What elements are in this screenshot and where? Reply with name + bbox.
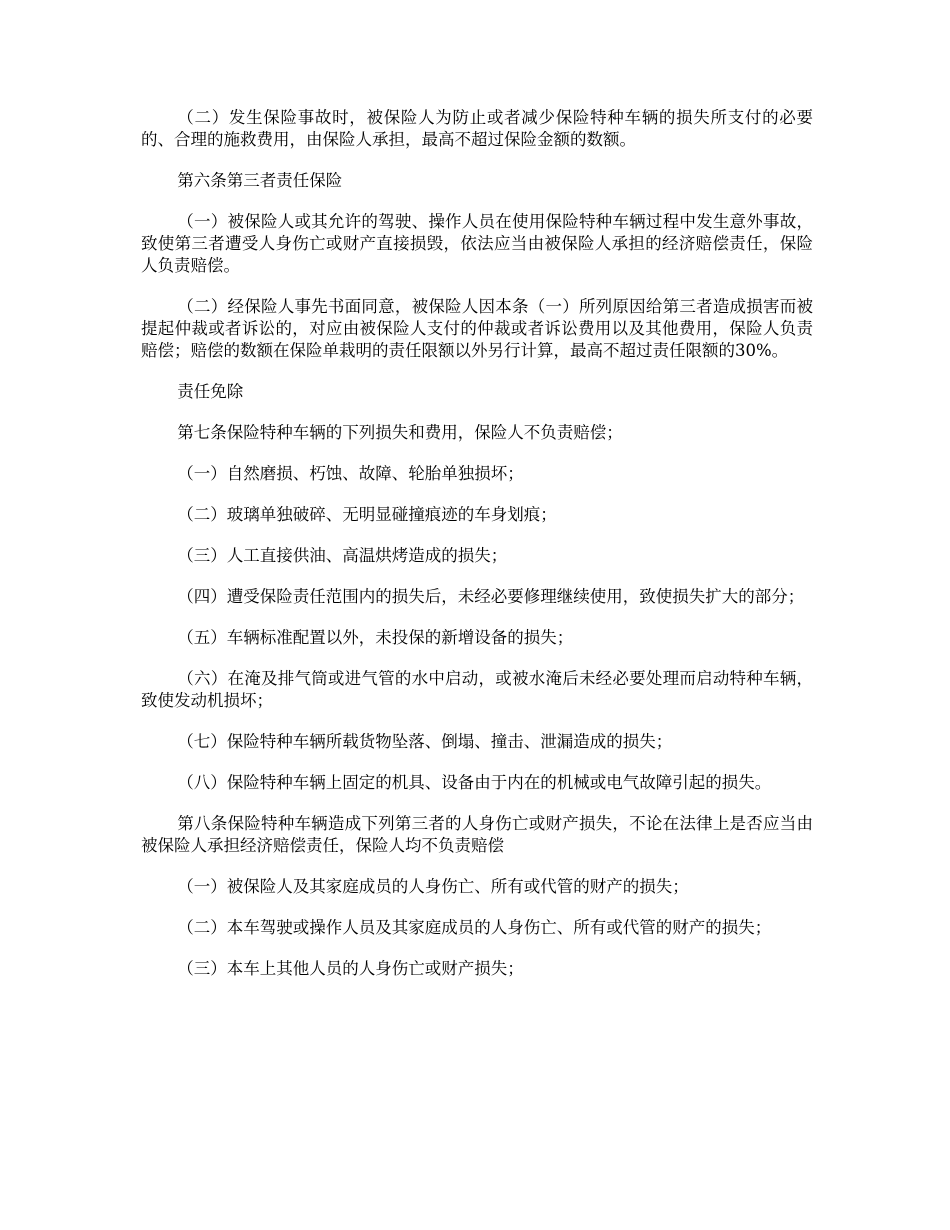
list-item: （八）保险特种车辆上固定的机具、设备由于内在的机械或电气故障引起的损失。 [177,773,772,792]
list-item: （六）在淹及排气筒或进气管的水中启动，或被水淹后未经必要处理而启动特种车辆，致使发动机损坏； [141,669,813,710]
paragraph: （二）发生保险事故时，被保险人为防止或者减少保险特种车辆的损失所支付的必要的、合理的施救费用，由保险人承担，最高不超过保险金额的数额。 [141,108,813,149]
list-item: （一）自然磨损、朽蚀、故障、轮胎单独损坏； [177,464,524,483]
list-item: （二）玻璃单独破碎、无明显碰撞痕迹的车身划痕； [177,505,557,524]
section-heading: 责任免除 [177,382,244,401]
list-item: （七）保险特种车辆所载货物坠落、倒塌、撞击、泄漏造成的损失； [177,732,673,751]
paragraph: （一）被保险人或其允许的驾驶、操作人员在使用保险特种车辆过程中发生意外事故，致使第三者遭受人身伤亡或财产直接损毁，依法应当由被保险人承担的经济赔偿责任，保险人负责赔偿。 [141,212,813,275]
paragraph: 第八条保险特种车辆造成下列第三者的人身伤亡或财产损失，不论在法律上是否应当由被保险人承担经济赔偿责任，保险人均不负责赔偿 [141,814,813,855]
section-heading: 第六条第三者责任保险 [177,171,343,190]
list-item: （五）车辆标准配置以外，未投保的新增设备的损失； [177,628,574,647]
list-item: （二）本车驾驶或操作人员及其家庭成员的人身伤亡、所有或代管的财产的损失； [177,918,772,937]
paragraph: （二）经保险人事先书面同意，被保险人因本条（一）所列原因给第三者造成损害而被提起仲裁或者诉讼的，对应由被保险人支付的仲裁或者诉讼费用以及其他费用，保险人负责赔偿；赔偿的数额在保险单栽明的责任限额以外另行计算，最高不超过责任限额的30%。 [141,297,813,360]
paragraph: 第七条保险特种车辆的下列损失和费用，保险人不负责赔偿； [177,423,623,442]
list-item: （四）遭受保险责任范围内的损失后，未经必要修理继续使用，致使损失扩大的部分； [177,587,805,606]
list-item: （三）人工直接供油、高温烘烤造成的损失； [177,546,508,565]
list-item: （三）本车上其他人员的人身伤亡或财产损失； [177,959,524,978]
document-body [141,107,813,999]
list-item: （一）被保险人及其家庭成员的人身伤亡、所有或代管的财产的损失； [177,877,689,896]
